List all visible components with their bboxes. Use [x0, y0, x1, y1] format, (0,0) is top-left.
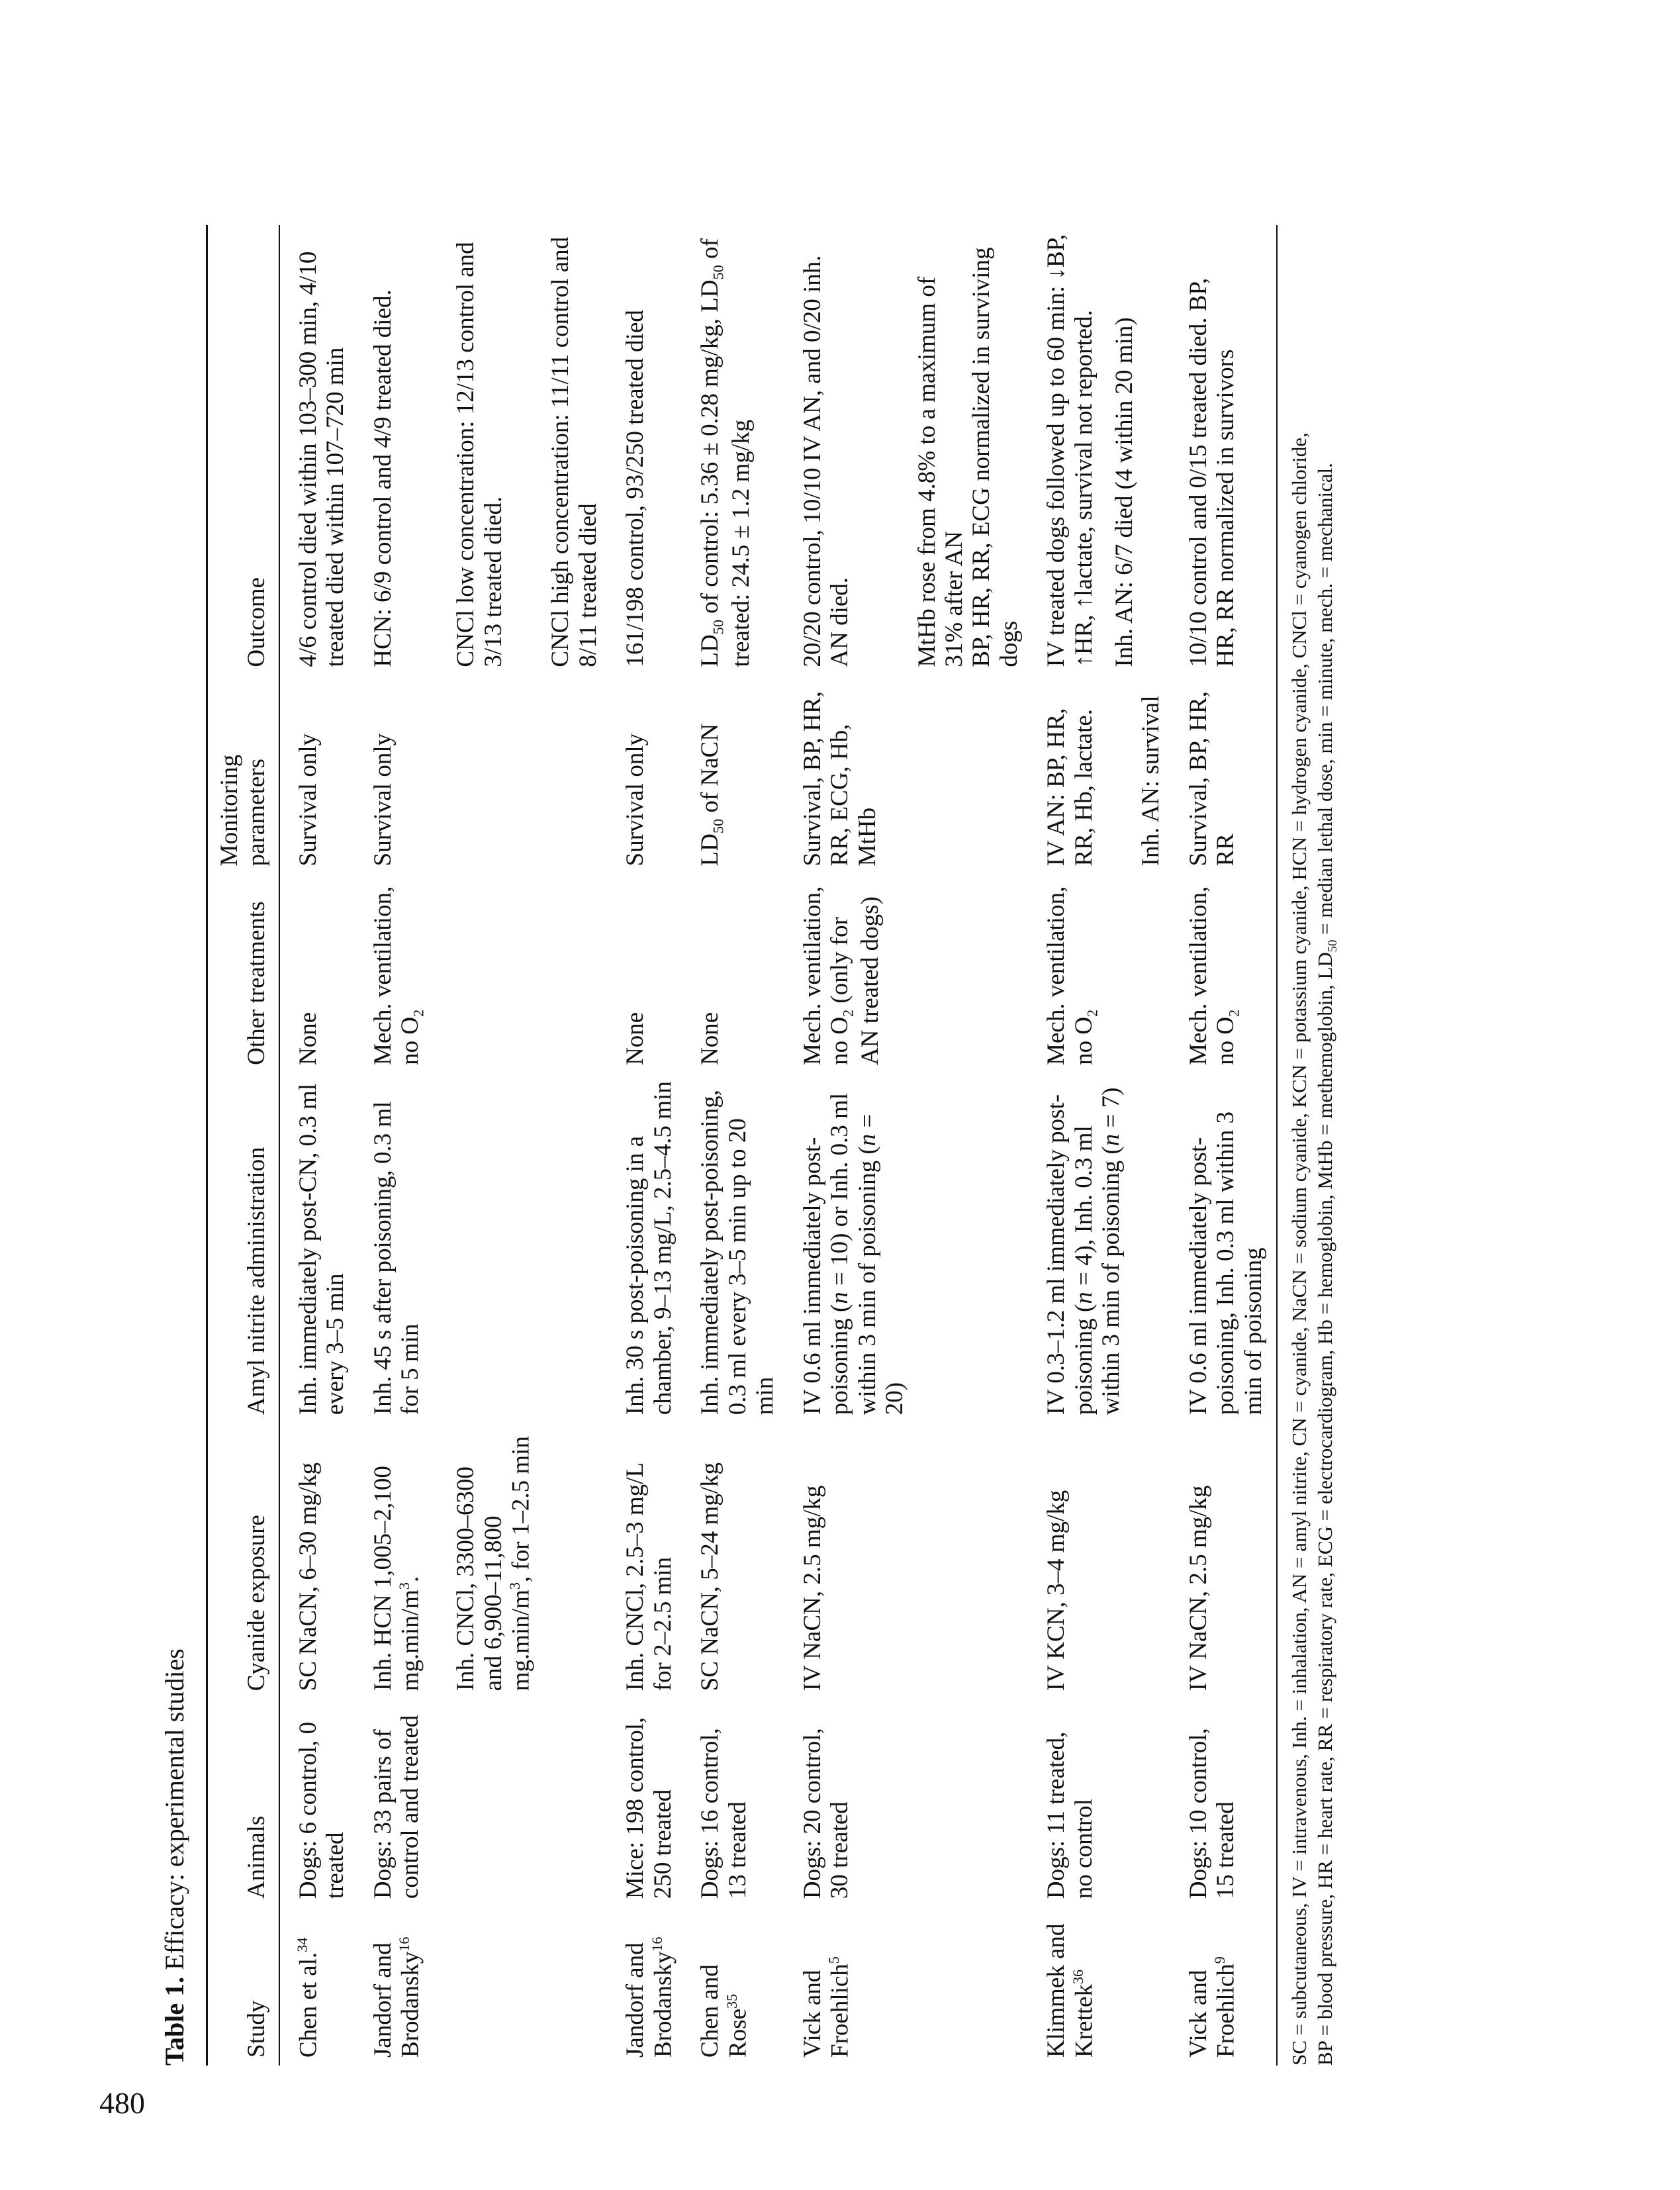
other-cell: Mech. ventilation, no $O_2$ (only for AN treated dogs) — [798, 886, 884, 1065]
monitoring-cell: Survival only — [622, 733, 649, 867]
table-header-row — [207, 225, 279, 2066]
header-cyanide-exposure: Cyanide exposure — [207, 1423, 279, 1699]
other-cell: Mech. ventilation, no $O_2$ — [369, 886, 427, 1065]
caption-text: Efficacy: experimental studies — [160, 1648, 189, 1970]
table-row — [784, 225, 1029, 2066]
study-cell: Chen et al.$^{34}$ — [293, 1937, 322, 2058]
other-cell: None — [294, 1012, 322, 1065]
table-row — [432, 225, 607, 2066]
other-cell: None — [696, 1012, 724, 1065]
monitoring-cell: Survival only — [294, 733, 322, 867]
outcome-cell: 20/20 control, 10/10 IV AN, and 0/20 inh. AN died. MtHb rose from 4.8% to a maximum of 31% after AN BP, HR, RR, ECG normalized in surviving dogs — [798, 247, 1023, 667]
table-row — [279, 225, 355, 2066]
amyl-cell: Inh. immediately post-poisoning, 0.3 ml every 3–5 min up to 20 min — [696, 1090, 779, 1415]
amyl-cell: Inh. 30 s post-poisoning in a chamber, 9–13 mg/L, 2.5–4.5 min — [622, 1081, 677, 1415]
cyanide-cell: IV KCN, 3–4 mg/kg — [1043, 1490, 1070, 1691]
rotated-table-block — [159, 225, 1340, 2066]
header-monitoring: Monitoring parameters — [207, 675, 279, 875]
outcome-cell: 4/6 control died within 103–300 min, 4/10 treated died within 107–720 min — [294, 251, 350, 667]
study-cell: Vick and Froehlich$^5$ — [798, 1956, 854, 2058]
footnote-line-1: SC = subcutaneous, IV = intravenous, Inh. = inhalation, AN = amyl nitrite, CN = cyanide, NaCN = sodium cyanide, KCN = potassium cyanide, HCN = hydrogen cyanide, CNCl = cyanogen chloride, — [1287, 432, 1311, 2066]
study-cell: Chen and Rose$^{35}$ — [696, 1964, 752, 2058]
amyl-cell: Inh. 45 s after poisoning, 0.3 ml for 5 min — [369, 1101, 424, 1415]
table-caption — [159, 225, 190, 2066]
outcome-cell: $LD_{50}$ of control: 5.36 ± 0.28 mg/kg, $LD_{50}$ of treated: 24.5 ± 1.2 mg/kg — [696, 238, 755, 667]
table-row — [1170, 225, 1277, 2066]
caption-label: Table 1. — [160, 1976, 189, 2066]
monitoring-cell: Survival, BP, HR, RR — [1170, 675, 1277, 875]
cyanide-cell: Inh. CNCl, 2.5–3 mg/L for 2–2.5 min — [622, 1463, 677, 1691]
animals-cell: Dogs: 6 control, 0 treated — [294, 1721, 350, 1899]
header-outcome: Outcome — [207, 225, 279, 675]
monitoring-cell: $LD_{50}$ of NaCN — [696, 723, 727, 867]
other-cell: Mech. ventilation, no $O_2$ — [1043, 886, 1101, 1065]
table-row — [607, 225, 682, 2066]
other-cell: Mech. ventilation, no $O_2$ — [1170, 874, 1277, 1073]
table-row — [1028, 225, 1170, 2066]
outcome-cell: HCN: 6/9 control and 4/9 treated died. — [369, 289, 397, 667]
page-number: 480 — [99, 2086, 145, 2120]
animals-cell: Dogs: 16 control, 13 treated — [696, 1728, 751, 1899]
monitoring-cell: IV AN: BP, HR, RR, Hb, lactate. Inh. AN: survival — [1043, 695, 1165, 867]
header-animals: Animals — [207, 1699, 279, 1907]
monitoring-cell: Survival, BP, HR, RR, ECG, Hb, MtHb — [798, 691, 881, 867]
header-amyl-nitrite: Amyl nitrite administration — [207, 1073, 279, 1423]
monitoring-cell: Survival only — [369, 733, 397, 867]
footnote-line-2: BP = blood pressure, HR = heart rate, RR = respiratory rate, ECG = electrocardiogram, Hb = hemoglobin, MtHb = methemoglobin, $LD_{50}$ = median lethal dose, min = minute, mech. = mechanical. — [1313, 463, 1340, 2066]
header-other-treatments: Other treatments — [207, 874, 279, 1073]
cyanide-cell: IV NaCN, 2.5 mg/kg — [1170, 1423, 1277, 1699]
amyl-cell: Inh. immediately post-CN, 0.3 ml every 3–5 min — [294, 1083, 350, 1415]
amyl-cell: IV 0.3–1.2 ml immediately post-poisoning (n = 4), Inh. 0.3 ml within 3 min of poisoning (n = 7) — [1043, 1087, 1125, 1415]
study-cell: Klimmek and Krettek$^{36}$ — [1043, 1923, 1098, 2058]
amyl-cell: IV 0.6 ml immediately post-poisoning, Inh. 0.3 ml within 3 min of poisoning — [1170, 1073, 1277, 1423]
table-row — [682, 225, 784, 2066]
animals-cell: Dogs: 11 treated, no control — [1043, 1731, 1097, 1899]
animals-cell: Dogs: 20 control, 30 treated — [798, 1728, 854, 1899]
experimental-studies-table — [206, 225, 1278, 2066]
outcome-cell: 161/198 control, 93/250 treated died — [622, 310, 649, 667]
cyanide-cell: SC NaCN, 5–24 mg/kg — [696, 1462, 724, 1691]
animals-cell: Dogs: 33 pairs of control and treated — [369, 1715, 424, 1899]
cyanide-cell: SC NaCN, 6–30 mg/kg — [294, 1462, 322, 1691]
study-cell: Jandorf and Brodansky$^{16}$ — [622, 1936, 677, 2058]
header-study: Study — [207, 1907, 279, 2066]
table-footnote — [1287, 225, 1340, 2066]
outcome-cell: 10/10 control and 0/15 treated died. BP, HR, RR normalized in survivors — [1170, 225, 1277, 675]
animals-cell: Dogs: 10 control, 15 treated — [1170, 1699, 1277, 1907]
cyanide-cell: Inh. CNCl, 3300–6300 and 6,900–11,800 $mg.\min/m^3$, for 1–2.5 min — [452, 1436, 535, 1691]
cyanide-cell: IV NaCN, 2.5 mg/kg — [798, 1485, 826, 1691]
animals-cell: Mice: 198 control, 250 treated — [622, 1717, 677, 1899]
amyl-cell: IV 0.6 ml immediately post-poisoning (n = 10) or Inh. 0.3 ml within 3 min of poisoning (n = 20) — [798, 1092, 909, 1415]
outcome-cell: IV treated dogs followed up to 60 min: ↓BP, ↑HR, ↑lactate, survival not reported. Inh. AN: 6/7 died (4 within 20 min) — [1043, 234, 1139, 667]
table-row — [355, 225, 433, 2066]
outcome-cell: CNCl low concentration: 12/13 control and 3/13 treated died. CNCl high concentration: 11/11 control and 8/11 treated died — [452, 236, 602, 667]
other-cell: None — [622, 1012, 649, 1065]
study-cell: Jandorf and Brodansky$^{16}$ — [369, 1936, 424, 2058]
cyanide-cell: Inh. HCN 1,005–2,100 $mg.\min/m^3$. — [369, 1466, 424, 1691]
study-cell: Vick and Froehlich$^9$ — [1170, 1907, 1277, 2066]
